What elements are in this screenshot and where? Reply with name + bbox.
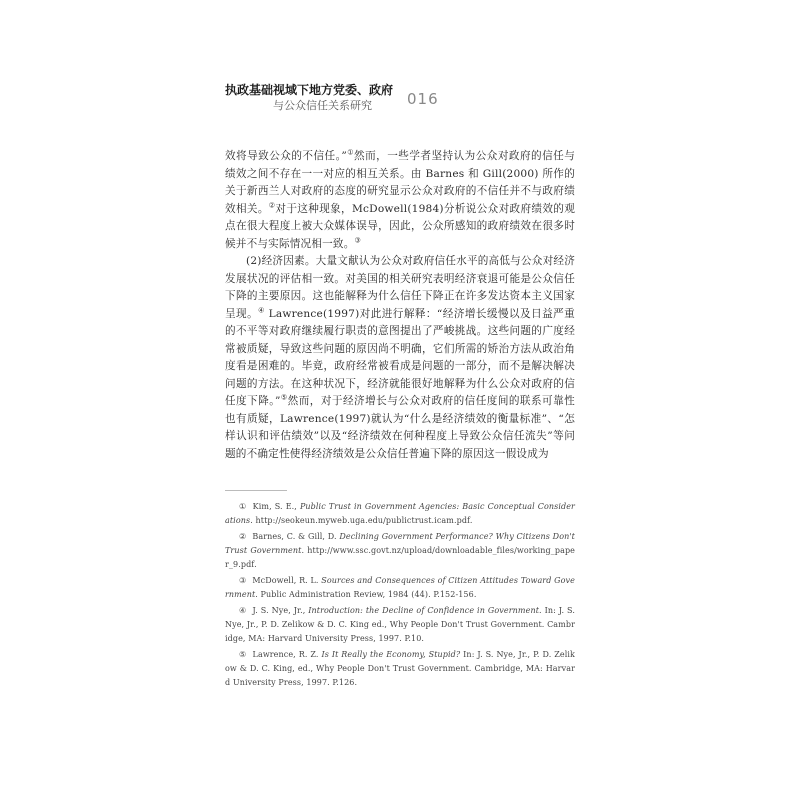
paragraph-text: 对于这种现象，McDowell(1984)分析说公众对政府绩效的观点在很大程度上被大众媒体误导，因此，公众所感知的政府绩效在很多时候并不与实际情况相一致。 [225, 202, 575, 250]
paragraph-text: (2)经济因素。大量文献认为公众对政府信任水平的高低与公众对经济发展状况的评估相一致。对美国的相关研究表明经济衰退可能是公众信任下降的主要原因。这也能解释为什么信任下降正在许多发达资本主义国家呈现。 [225, 255, 575, 320]
footnote-source: . In: J. S. Nye, Jr., P. D. Zelikow & D. C. King ed., Why People Don't Trust Government. Cambridge, MA: Harvard University Press, 1997. P.10. [225, 606, 575, 643]
footnote-mark: ③ [239, 576, 247, 585]
footnote-item [225, 574, 575, 602]
footnote-source: . http://seokeun.myweb.uga.edu/publictrust.icam.pdf. [250, 516, 473, 525]
footnote-source: In: J. S. Nye, Jr., P. D. Zelikow & D. C. King, ed., Why People Don't Trust Government. Cambridge, MA: Harvard University Press, 1997. P.126. [225, 650, 575, 687]
footnote-item [225, 500, 575, 528]
footnote-author: Kim, S. E., [252, 502, 300, 511]
page-number: 016 [407, 90, 439, 108]
paragraph-text: 效将导致公众的不信任。” [225, 150, 348, 162]
footnote-mark: ① [239, 502, 247, 511]
footnote-author: McDowell, R. L. [252, 576, 322, 585]
paragraph-text: 然而，对于经济增长与公众对政府的信任度间的联系可靠性也有质疑，Lawrence(1997)就认为“什么是经济绩效的衡量标准”、“怎样认识和评估绩效”以及“经济绩效在何种程度上导致公众信任流失”等问题的不确定性使得经济绩效是公众信任普遍下降的原因这一假设成为 [225, 395, 575, 460]
paragraph-text: 然而，一些学者坚持认为公众对政府的信任与绩效之间不存在一一对应的相互关系。由 Barnes 和 Gill(2000) 所作的关于新西兰人对政府的态度的研究显示公众对政府的不信任并不与政府绩效相关。 [225, 150, 576, 215]
footnote-item [225, 604, 575, 646]
footnote-item [225, 648, 575, 690]
footnote-title: Public Trust in Government Agencies: Basic Conceptual Considerations [225, 502, 575, 525]
footnote-title: Declining Government Performance? Why Citizens Don't Trust Government [225, 532, 575, 555]
footnote-title: Is It Really the Economy, Stupid? [321, 650, 461, 659]
footnote-mark: ⑤ [239, 650, 247, 659]
footnote-author: Barnes, C. & Gill, D. [252, 532, 340, 541]
body-text [225, 148, 575, 463]
paragraph-2 [225, 253, 575, 463]
paragraph-1 [225, 148, 575, 253]
footnote-ref[interactable]: ④ [258, 305, 265, 314]
footnote-author: Lawrence, R. Z. [252, 650, 322, 659]
footnote-mark: ② [239, 532, 247, 541]
footnote-title: Introduction: the Decline of Confidence in Government [308, 606, 540, 615]
book-subtitle: 与公众信任关系研究 [273, 99, 372, 112]
footnote-rule [225, 490, 287, 491]
book-title: 执政基础视域下地方党委、政府 [225, 83, 394, 97]
footnote-source: . Public Administration Review, 1984 (44). P.152-156. [255, 590, 477, 599]
paragraph-text: Lawrence(1997)对此进行解释：“经济增长缓慢以及日益严重的不平等对政府继续履行职责的意图提出了严峻挑战。这些问题的广度经常被质疑，导致这些问题的原因尚不明确，它们所需的矫治方法从政治角度看是困难的。毕竟，政府经常被看成是问题的一部分，而不是解决解决问题的方法。在这种状况下，经济就能很好地解释为什么公众对政府的信任度下降。” [225, 307, 575, 407]
footnotes [225, 500, 575, 692]
footnote-mark: ④ [239, 606, 247, 615]
footnote-title: Sources and Consequences of Citizen Attitudes Toward Government [225, 576, 576, 599]
footnote-ref[interactable]: ① [347, 148, 355, 157]
footnote-item [225, 530, 575, 572]
footnote-author: J. S. Nye, Jr., [252, 606, 309, 615]
footnote-ref[interactable]: ③ [354, 235, 362, 244]
footnote-source: . http://www.ssc.govt.nz/upload/downloadable_files/working_paper_9.pdf. [225, 546, 575, 569]
footnote-ref[interactable]: ⑤ [280, 393, 288, 402]
running-head [225, 82, 525, 113]
footnote-ref[interactable]: ② [268, 200, 276, 209]
